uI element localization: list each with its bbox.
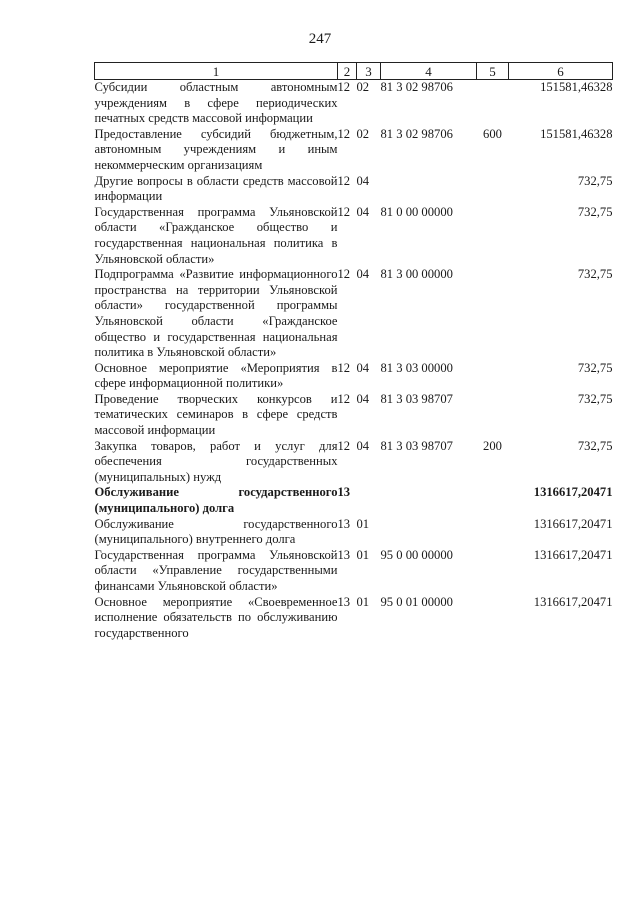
- row-target-article: 81 3 03 00000: [380, 360, 453, 375]
- row-name: Предоставление субсидий бюджетным, автономным учреждениям и иным некоммерческим организациям: [94, 126, 338, 172]
- row-amount: 732,75: [577, 360, 613, 375]
- row-subsection: 04: [356, 173, 370, 188]
- row-amount: 732,75: [577, 204, 613, 219]
- table-row: [95, 205, 613, 267]
- row-target-article: [381, 174, 477, 205]
- column-header-subsection: 3: [357, 63, 381, 80]
- row-amount: 1316617,20471: [533, 594, 613, 609]
- row-target-article: 81 3 03 98707: [380, 438, 453, 453]
- row-name: Подпрограмма «Развитие информационного пространства на территории Ульяновской области» государственной программы Ульяновской области «Гражданское общество и государственная национальная политика в Ульяновской области»: [94, 267, 338, 360]
- row-name: Закупка товаров, работ и услуг для обеспечения государственных (муниципальных) нужд: [94, 438, 338, 484]
- table-row: [95, 174, 613, 205]
- row-subsection: 04: [356, 438, 370, 453]
- row-section: 12: [337, 267, 351, 282]
- row-expense-type: [477, 595, 509, 642]
- row-target-article: 95 0 01 00000: [380, 594, 453, 609]
- row-amount: 732,75: [577, 267, 613, 282]
- row-expense-type: [477, 205, 509, 267]
- row-subsection: 02: [356, 80, 370, 94]
- table-row: [95, 439, 613, 486]
- row-amount: 151581,46328: [540, 80, 613, 94]
- row-expense-type: [477, 548, 509, 595]
- row-section: 12: [337, 126, 351, 141]
- row-name: Другие вопросы в области средств массовой информации: [94, 173, 338, 204]
- row-section: 12: [337, 204, 351, 219]
- row-subsection: 04: [356, 360, 370, 375]
- row-expense-type: [477, 80, 509, 127]
- row-expense-type: [477, 517, 509, 548]
- row-expense-type: [477, 485, 509, 516]
- table-header-row: [95, 63, 613, 80]
- table-row: [95, 595, 613, 642]
- row-expense-type: [477, 392, 509, 439]
- row-subsection: 01: [356, 516, 370, 531]
- row-subsection: 04: [356, 204, 370, 219]
- table-row: [95, 267, 613, 361]
- row-target-article: 81 0 00 00000: [380, 204, 453, 219]
- table-row: [95, 80, 613, 127]
- row-section: 13: [337, 485, 351, 500]
- row-subsection: 01: [356, 594, 370, 609]
- row-expense-type: 200: [483, 438, 502, 453]
- row-target-article: [381, 517, 477, 548]
- row-subsection: [357, 485, 381, 516]
- row-amount: 732,75: [577, 438, 613, 453]
- page-number: 247: [308, 31, 332, 47]
- row-name: Субсидии областным автономным учреждениям в сфере периодических печатных средств массовой информации: [94, 80, 338, 126]
- table-row: [95, 485, 613, 516]
- row-name: Обслуживание государственного (муниципального) долга: [94, 485, 338, 516]
- column-header-amount: 6: [509, 63, 613, 80]
- row-amount: 732,75: [577, 173, 613, 188]
- row-name: Государственная программа Ульяновской области «Управление государственными финансами Ульяновской области»: [94, 547, 338, 593]
- row-target-article: [381, 485, 477, 516]
- row-expense-type: 600: [483, 126, 502, 141]
- row-amount: 1316617,20471: [533, 516, 613, 531]
- table-row: [95, 517, 613, 548]
- row-subsection: 01: [356, 547, 370, 562]
- row-amount: 1316617,20471: [533, 485, 613, 500]
- row-name: Проведение творческих конкурсов и тематических семинаров в сфере средств массовой информации: [94, 391, 338, 438]
- row-expense-type: [477, 267, 509, 361]
- table-row: [95, 392, 613, 439]
- row-name: Обслуживание государственного (муниципального) внутреннего долга: [94, 516, 338, 547]
- row-name: Основное мероприятие «Мероприятия в сфере информационной политики»: [94, 360, 338, 391]
- row-section: 13: [337, 516, 351, 531]
- row-amount: 732,75: [577, 391, 613, 406]
- row-target-article: 95 0 00 00000: [380, 547, 453, 562]
- table-row: [95, 361, 613, 392]
- row-subsection: 02: [356, 126, 370, 141]
- row-section: 12: [337, 173, 351, 188]
- column-header-expense-type: 5: [477, 63, 509, 80]
- row-section: 12: [337, 391, 351, 406]
- row-section: 12: [337, 360, 351, 375]
- row-subsection: 04: [356, 391, 370, 406]
- column-header-name: 1: [95, 63, 338, 80]
- row-section: 13: [337, 547, 351, 562]
- row-section: 12: [337, 80, 351, 94]
- row-amount: 1316617,20471: [533, 547, 613, 562]
- row-section: 12: [337, 438, 351, 453]
- row-name: Основное мероприятие «Своевременное исполнение обязательств по обслуживанию государственного: [94, 594, 338, 640]
- row-target-article: 81 3 03 98707: [380, 391, 453, 406]
- row-amount: 151581,46328: [540, 126, 613, 141]
- budget-table: [94, 62, 613, 641]
- row-subsection: 04: [356, 267, 370, 282]
- row-section: 13: [337, 594, 351, 609]
- row-name: Государственная программа Ульяновской области «Гражданское общество и государственная национальная политика в Ульяновской области»: [94, 204, 338, 266]
- row-target-article: 81 3 00 00000: [380, 267, 453, 282]
- row-expense-type: [477, 361, 509, 392]
- table-row: [95, 127, 613, 174]
- column-header-section: 2: [338, 63, 357, 80]
- row-target-article: 81 3 02 98706: [380, 80, 453, 94]
- row-expense-type: [477, 174, 509, 205]
- table-row: [95, 548, 613, 595]
- row-target-article: 81 3 02 98706: [380, 126, 453, 141]
- column-header-target-article: 4: [381, 63, 477, 80]
